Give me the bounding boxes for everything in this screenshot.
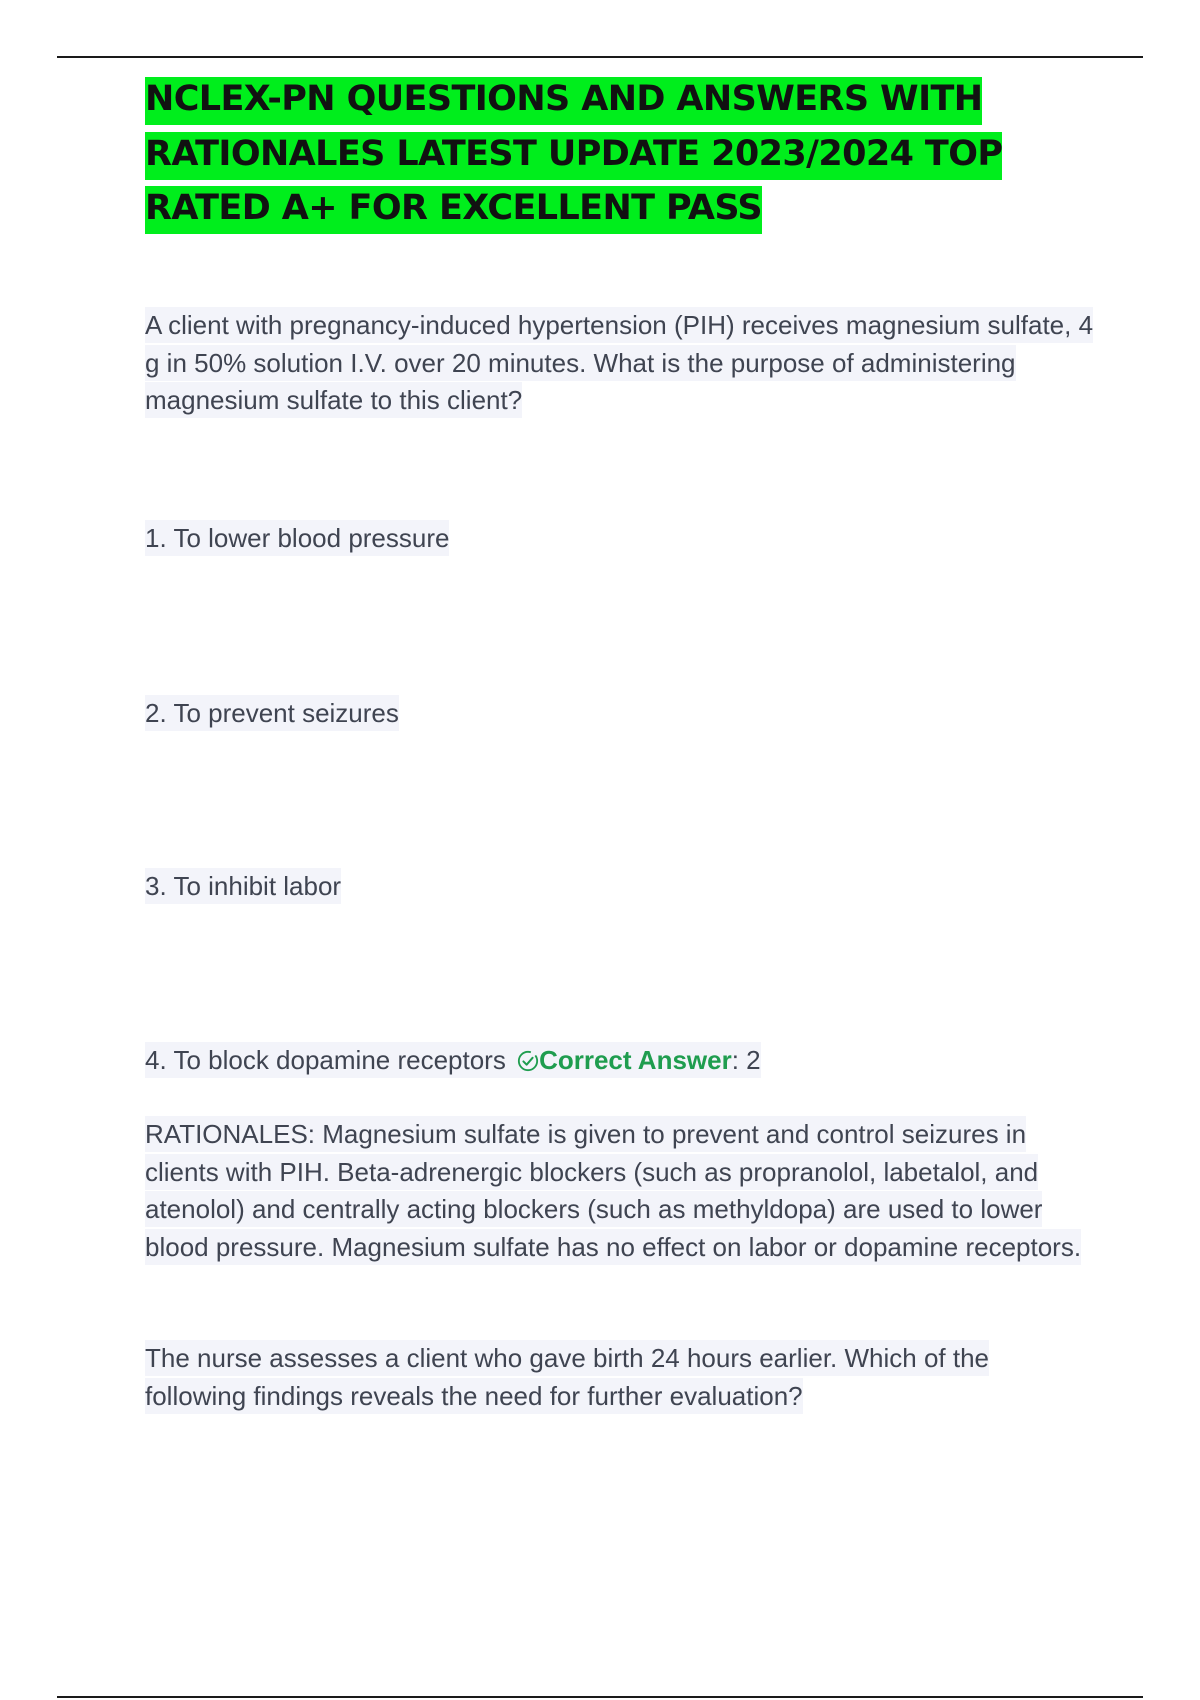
rationale-paragraph (145, 1116, 1105, 1266)
answer-option-4 (145, 1042, 1095, 1080)
answer-option-2-text: 2. To prevent seizures (145, 695, 399, 731)
bottom-rule (57, 1696, 1143, 1698)
question-1-stem (145, 307, 1095, 420)
answer-option-3-text: 3. To inhibit labor (145, 868, 341, 904)
answer-option-4-shaded (145, 1042, 761, 1078)
answer-option-1-text: 1. To lower blood pressure (145, 520, 449, 556)
answer-option-4-text: 4. To block dopamine receptors (145, 1045, 506, 1075)
top-rule (57, 56, 1143, 58)
rationale-text: RATIONALES: Magnesium sulfate is given to prevent and control seizures in clients with PIH. Beta-adrenergic blockers (such as propranolol, labetalol, and atenolol) and centrally acting blockers (such as methyldopa) are used to lower blood pressure. Magnesium sulfate has no effect on labor or dopamine receptors. (145, 1116, 1081, 1265)
check-circle-icon (517, 1050, 539, 1072)
answer-option-1 (145, 520, 1095, 558)
question-2-stem-text: The nurse assesses a client who gave birth 24 hours earlier. Which of the following findings reveals the need for further evaluation? (145, 1340, 989, 1414)
answer-option-2 (145, 695, 1095, 733)
correct-answer-value: : 2 (731, 1045, 761, 1075)
document-title (145, 72, 1005, 236)
title-highlight: NCLEX-PN QUESTIONS AND ANSWERS WITH RATIONALES LATEST UPDATE 2023/2024 TOP RATED A+ FOR EXCELLENT PASS (145, 77, 1002, 234)
correct-answer-label: Correct Answer (539, 1045, 732, 1075)
question-1-stem-text: A client with pregnancy-induced hypertension (PIH) receives magnesium sulfate, 4 g in 50% solution I.V. over 20 minutes. What is the purpose of administering magnesium sulfate to this client? (145, 307, 1093, 418)
question-2-stem (145, 1340, 1095, 1415)
answer-option-3 (145, 868, 1095, 906)
